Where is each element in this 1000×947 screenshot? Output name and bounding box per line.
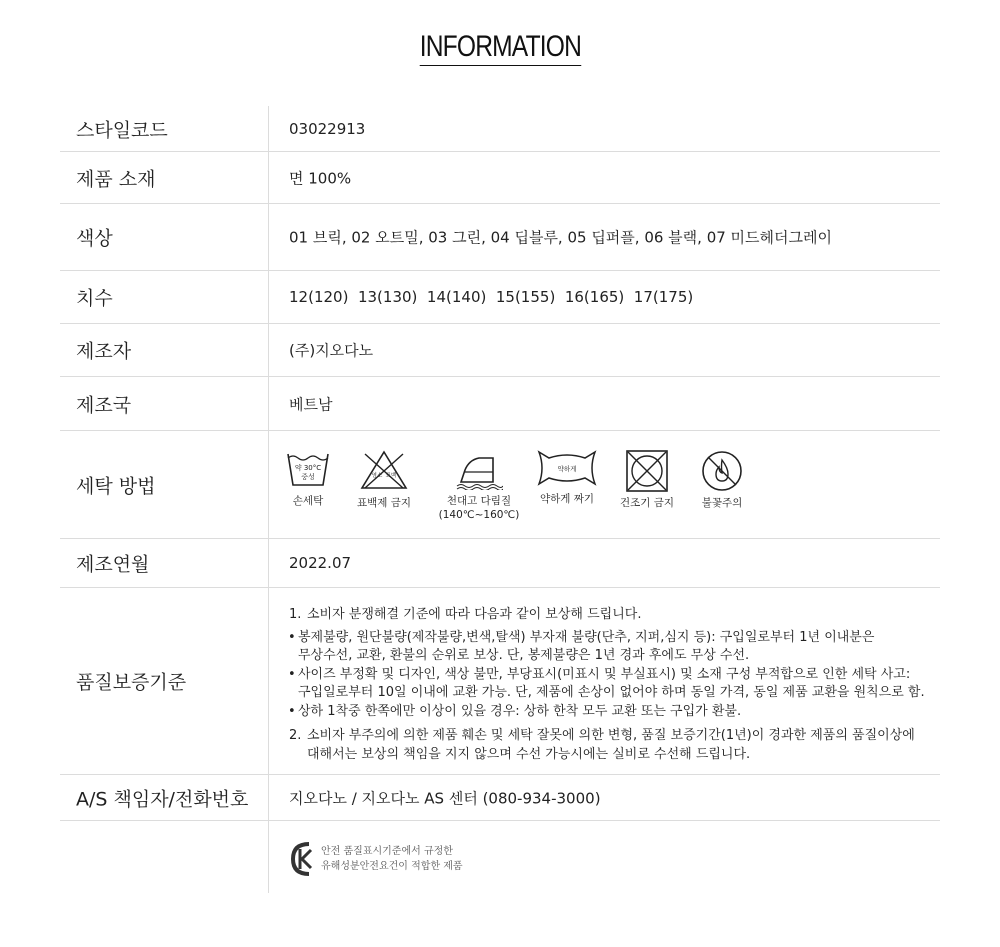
no-tumble-dry-caption: 건조기 금지 xyxy=(619,497,675,509)
kc-logo-icon xyxy=(289,841,315,877)
row-quality xyxy=(60,588,940,775)
material-value: 면 100% xyxy=(289,169,352,187)
style-code-value: 03022913 xyxy=(289,119,366,138)
kc-text-line2: 유해성분안전요건이 적합한 제품 xyxy=(321,861,463,872)
row-color xyxy=(60,204,940,271)
kc-mark xyxy=(289,841,463,877)
maker-value: (주)지오다노 xyxy=(289,341,374,360)
row-size xyxy=(60,271,940,324)
row-washing xyxy=(60,431,940,539)
as-label: A/S 책임자/전화번호 xyxy=(76,788,249,810)
color-value: 01 브릭, 02 오트밀, 03 그린, 04 딥블루, 05 딥퍼플, 06 블랙, 07 미드헤더그레이 xyxy=(289,228,832,247)
style-code-label: 스타일코드 xyxy=(76,119,168,141)
quality-bullet-1: • 봉제불량, 원단불량(제작불량,변색,탈색) 부자재 불량(단추, 지퍼,심지 등): 구입일로부터 1년 이내분은 무상수선, 교환, 환불의 순위로 보상. 단, 봉제불량은 1년 경과 후에도 무상 수선. xyxy=(288,629,875,663)
info-table xyxy=(60,106,940,893)
hand-wash-icon xyxy=(286,450,330,508)
gentle-wring-caption: 약하게 짜기 xyxy=(539,493,595,505)
fire-caution-caption: 불꽃주의 xyxy=(701,497,743,509)
iron-temp-caption: (140℃~160℃) xyxy=(438,509,520,521)
no-tumble-dry-icon xyxy=(616,450,678,510)
quality-bullet-2: • 사이즈 부정확 및 디자인, 색상 불만, 부당표시(미표시 및 부실표시) 및 소재 구성 부적합으로 인한 세탁 사고: 구입일로부터 10일 이내에 교환 가능. 단, 제품에 손상이 없어야 하며 동일 가격, 동일 제품 교환을 원칙으로 함. xyxy=(288,666,925,700)
row-date xyxy=(60,539,940,588)
no-bleach-icon xyxy=(356,450,412,510)
row-maker xyxy=(60,324,940,377)
svg-text:약하게: 약하게 xyxy=(557,465,577,473)
svg-text:염소: 염소 xyxy=(371,473,383,479)
date-label: 제조연월 xyxy=(76,553,150,576)
hand-wash-neutral: 중성 xyxy=(301,473,315,481)
country-value: 베트남 xyxy=(289,395,333,413)
quality-text xyxy=(289,606,925,768)
kc-text-line1: 안전 품질표시기준에서 규정한 xyxy=(321,846,453,857)
date-value: 2022.07 xyxy=(289,554,352,572)
svg-text:표백: 표백 xyxy=(385,473,397,479)
quality-item-2: 2. 소비자 부주의에 의한 제품 훼손 및 세탁 잘못에 의한 변형, 품질 보증기간(1년)이 경과한 제품의 품질이상에 대해서는 보상의 책임을 지지 않으며 수선 가능시에는 실비로 수선해 드립니다. xyxy=(289,728,915,762)
row-style-code xyxy=(60,106,940,152)
fire-caution-icon xyxy=(698,450,746,510)
hand-wash-temp: 약 30°C xyxy=(294,464,322,472)
no-bleach-caption: 표백제 금지 xyxy=(356,497,412,509)
quality-label: 품질보증기준 xyxy=(76,671,187,694)
row-as xyxy=(60,775,940,821)
row-material xyxy=(60,152,940,204)
material-label: 제품 소재 xyxy=(76,168,156,190)
page-title-text: INFORMATION xyxy=(419,30,580,66)
as-value: 지오다노 / 지오다노 AS 센터 (080-934-3000) xyxy=(289,789,601,807)
color-label: 색상 xyxy=(76,227,113,250)
iron-caption: 천대고 다림질 xyxy=(446,495,512,507)
page-title xyxy=(0,30,1000,66)
gentle-wring-icon xyxy=(531,450,603,506)
iron-icon xyxy=(436,450,522,522)
quality-bullet-3: • 상하 1착중 한쪽에만 이상이 있을 경우: 상하 한착 모두 교환 또는 구입가 환불. xyxy=(288,703,742,719)
size-label: 치수 xyxy=(76,287,113,310)
hand-wash-caption: 손세탁 xyxy=(292,495,324,507)
row-country xyxy=(60,377,940,431)
size-value: 12(120) 13(130) 14(140) 15(155) 16(165) 17(175) xyxy=(289,288,694,306)
row-kc xyxy=(60,821,940,893)
quality-item-1: 1. 소비자 분쟁해결 기준에 따라 다음과 같이 보상해 드립니다. xyxy=(289,607,642,622)
wash-icons xyxy=(286,450,766,530)
maker-label: 제조자 xyxy=(76,340,132,363)
country-label: 제조국 xyxy=(76,394,132,416)
washing-label: 세탁 방법 xyxy=(76,475,156,497)
